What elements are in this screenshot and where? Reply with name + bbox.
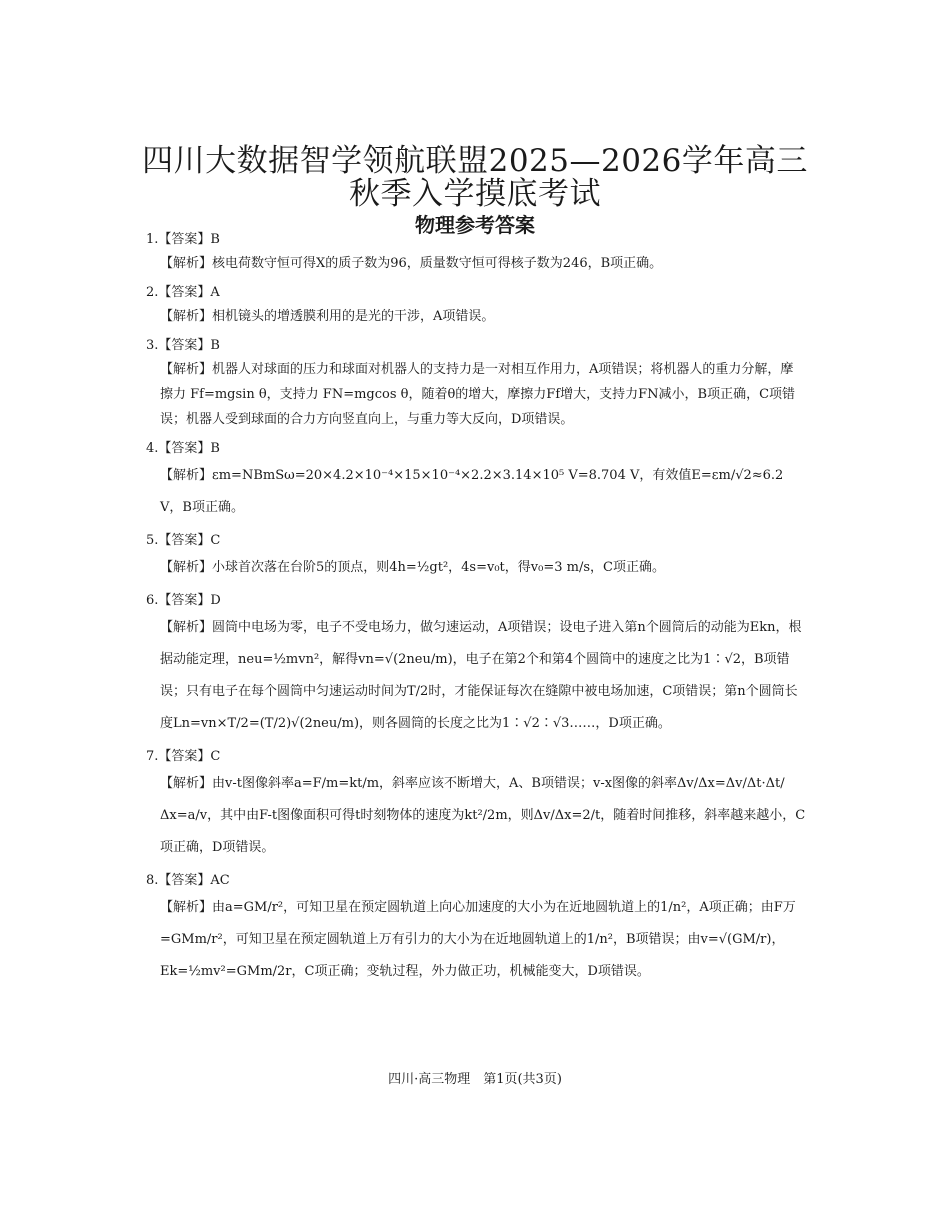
answer-list bbox=[146, 229, 806, 988]
question-5-answer: 5.【答案】C bbox=[146, 533, 221, 548]
question-8-analysis: 【解析】由a=GM/r²，可知卫星在预定圆轨道上向心加速度的大小为在近地圆轨道上的1/n²，A项正确；由F万=GMm/r²，可知卫星在预定圆轨道上万有引力的大小为在近地圆轨道上的1/n²，B项错误；由v=√(GM/r)，Ek=½mv²=GMm/2r，C项正确；变轨过程，外力做正功，机械能变大，D项错误。 bbox=[160, 900, 796, 979]
question-2-answer: 2.【答案】A bbox=[146, 285, 220, 300]
question-1-answer: 1.【答案】B bbox=[146, 232, 220, 247]
question-1-analysis: 【解析】核电荷数守恒可得X的质子数为96，质量数守恒可得核子数为246，B项正确。 bbox=[160, 256, 663, 271]
question-7-analysis: 【解析】由v-t图像斜率a=F/m=kt/m，斜率应该不断增大，A、B项错误；v-x图像的斜率Δv/Δx=Δv/Δt·Δt/Δx=a/v，其中由F-t图像面积可得t时刻物体的速度为kt²/2m，则Δv/Δx=2/t，随着时间推移，斜率越来越小，C项正确，D项错误。 bbox=[160, 776, 806, 855]
question-5-analysis: 【解析】小球首次落在台阶5的顶点，则4h=½gt²，4s=v₀t，得v₀=3 m/s，C项正确。 bbox=[160, 560, 665, 575]
question-6-analysis: 【解析】圆筒中电场为零，电子不受电场力，做匀速运动，A项错误；设电子进入第n个圆筒后的动能为Ekn，根据动能定理，neu=½mvn²，解得vn=√(2neu/m)，电子在第2个和第4个圆筒中的速度之比为1∶√2，B项错误；只有电子在每个圆筒中匀速运动时间为T/2时，才能保证每次在缝隙中被电场加速，C项错误；第n个圆筒长度Ln=vn×T/2=(T/2)√(2neu/m)，则各圆筒的长度之比为1∶√2∶√3……，D项正确。 bbox=[160, 620, 802, 731]
question-4-answer: 4.【答案】B bbox=[146, 441, 220, 456]
page-title-line2: 秋季入学摸底考试 bbox=[349, 176, 601, 212]
page-footer: 四川·高三物理 第1页(共3页) bbox=[388, 1072, 562, 1087]
page-title-line1: 四川大数据智学领航联盟2025—2026学年高三 bbox=[142, 143, 808, 179]
question-8-answer: 8.【答案】AC bbox=[146, 873, 230, 888]
question-4-analysis: 【解析】εm=NBmSω=20×4.2×10⁻⁴×15×10⁻⁴×2.2×3.14×10⁵ V=8.704 V，有效值E=εm/√2≈6.2 V，B项正确。 bbox=[160, 468, 784, 515]
question-3-analysis: 【解析】机器人对球面的压力和球面对机器人的支持力是一对相互作用力，A项错误；将机器人的重力分解，摩擦力 Ff=mgsin θ，支持力 FN=mgcos θ，随着θ的增大，摩擦力Ff增大，支持力FN减小，B项正确，C项错误；机器人受到球面的合力方向竖直向上，与重力等大反向，D项错误。 bbox=[160, 362, 796, 427]
question-6-answer: 6.【答案】D bbox=[146, 593, 221, 608]
page-subtitle: 物理参考答案 bbox=[415, 213, 535, 237]
question-7-answer: 7.【答案】C bbox=[146, 749, 221, 764]
question-3-answer: 3.【答案】B bbox=[146, 338, 220, 353]
question-2-analysis: 【解析】相机镜头的增透膜利用的是光的干涉，A项错误。 bbox=[160, 309, 495, 324]
